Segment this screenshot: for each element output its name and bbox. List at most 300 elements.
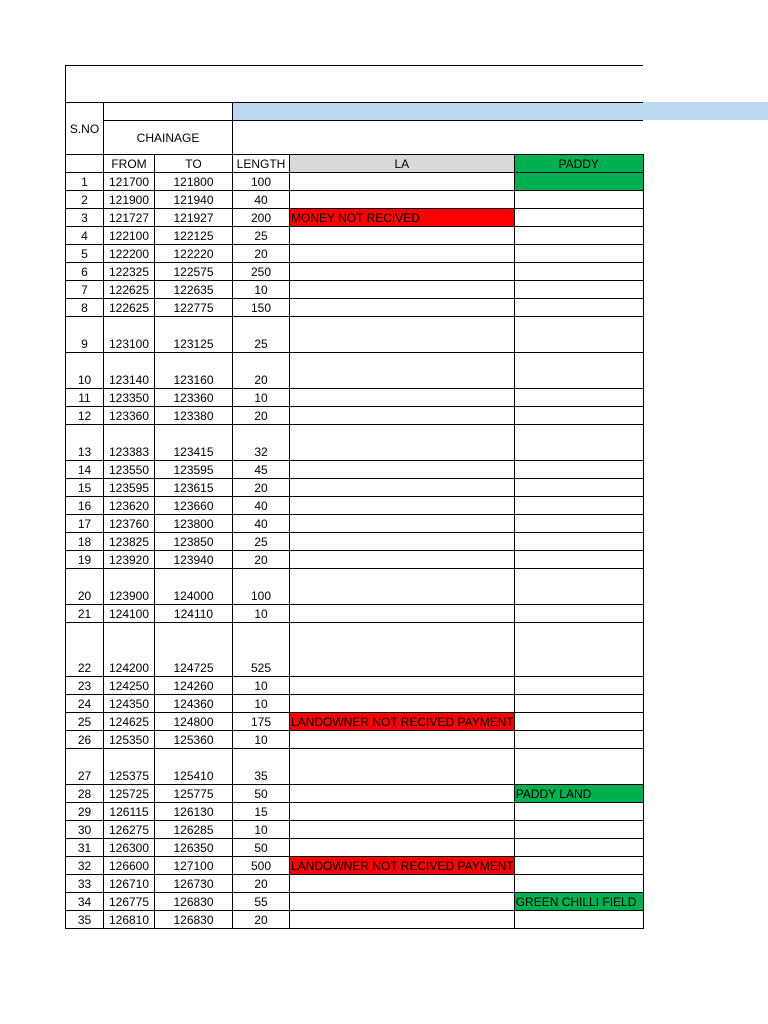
length-cell-text: 45 — [254, 463, 268, 477]
to-cell-text: 123940 — [173, 553, 214, 567]
length-header: LENGTH — [233, 155, 290, 173]
from-cell-text: 123760 — [108, 517, 150, 531]
remark-cell — [514, 677, 643, 695]
la-cell — [290, 389, 515, 407]
la-cell — [290, 245, 515, 263]
length-cell-text: 35 — [254, 769, 268, 783]
la-cell — [290, 713, 515, 731]
from-cell — [104, 227, 155, 245]
to-cell-text: 127100 — [173, 859, 214, 873]
length-cell — [233, 407, 290, 425]
to-cell-text: 122775 — [173, 301, 214, 315]
from-cell-text: 124100 — [108, 607, 150, 621]
table-row — [66, 479, 644, 497]
sno-cell-text: 9 — [81, 337, 88, 351]
to-cell-text: 126830 — [173, 895, 214, 909]
la-cell — [290, 299, 515, 317]
la-cell — [290, 353, 515, 389]
sno-cell-text: 21 — [77, 607, 92, 621]
to-cell — [155, 191, 233, 209]
sno-header: S.NO — [66, 103, 104, 155]
remark-cell — [514, 281, 643, 299]
length-cell-text: 10 — [254, 607, 268, 621]
table-row — [66, 569, 644, 605]
sno-cell — [66, 353, 104, 389]
from-cell-text: 122100 — [108, 229, 150, 243]
length-cell — [233, 749, 290, 785]
to-cell-text: 123360 — [173, 391, 214, 405]
length-cell-text: 10 — [254, 391, 268, 405]
length-cell — [233, 785, 290, 803]
sno-subheader-blank — [66, 155, 104, 173]
to-cell-text: 123595 — [173, 463, 214, 477]
to-cell — [155, 245, 233, 263]
length-cell — [233, 569, 290, 605]
length-cell-text: 10 — [254, 679, 268, 693]
to-cell-text: 125775 — [173, 787, 214, 801]
to-cell-text: 124110 — [173, 607, 214, 621]
length-cell-text: 25 — [254, 229, 268, 243]
to-cell-text: 121927 — [173, 211, 214, 225]
sno-cell-text: 18 — [77, 535, 92, 549]
paddy-header: PADDY — [514, 155, 643, 173]
length-cell-text: 20 — [254, 553, 268, 567]
la-cell — [290, 263, 515, 281]
group-subheader-cell — [233, 121, 644, 155]
sno-cell — [66, 569, 104, 605]
from-cell-text: 122625 — [108, 301, 150, 315]
from-cell-text: 123140 — [108, 373, 150, 387]
length-cell-text: 20 — [254, 373, 268, 387]
to-cell — [155, 785, 233, 803]
length-cell — [233, 695, 290, 713]
sno-cell — [66, 749, 104, 785]
from-cell — [104, 857, 155, 875]
la-cell — [290, 911, 515, 929]
from-cell — [104, 497, 155, 515]
from-cell — [104, 551, 155, 569]
from-cell-text: 125375 — [108, 769, 150, 783]
to-cell — [155, 299, 233, 317]
sno-cell-text: 5 — [81, 247, 88, 261]
table-row — [66, 803, 644, 821]
length-cell — [233, 857, 290, 875]
to-cell-text: 122575 — [173, 265, 214, 279]
sno-cell — [66, 299, 104, 317]
from-cell — [104, 299, 155, 317]
remark-cell — [514, 299, 643, 317]
remark-cell — [514, 911, 643, 929]
to-cell — [155, 623, 233, 677]
la-cell — [290, 803, 515, 821]
sno-cell — [66, 263, 104, 281]
from-cell — [104, 695, 155, 713]
from-cell — [104, 839, 155, 857]
from-cell-text: 123825 — [108, 535, 150, 549]
table-row — [66, 875, 644, 893]
length-cell — [233, 173, 290, 191]
la-cell — [290, 281, 515, 299]
length-cell-text: 15 — [254, 805, 268, 819]
to-header: TO — [155, 155, 233, 173]
from-cell-text: 123100 — [108, 337, 150, 351]
sno-cell-text: 13 — [77, 445, 92, 459]
la-cell-text: LANDOWNER NOT RECIVED PAYMENT — [291, 715, 514, 729]
length-cell — [233, 839, 290, 857]
length-cell — [233, 425, 290, 461]
la-cell — [290, 857, 515, 875]
from-cell-text: 121700 — [108, 175, 150, 189]
to-cell — [155, 569, 233, 605]
to-cell-text: 122220 — [173, 247, 214, 261]
sno-cell-text: 10 — [77, 373, 92, 387]
sno-cell — [66, 191, 104, 209]
table-row — [66, 317, 644, 353]
sno-cell-text: 26 — [77, 733, 92, 747]
length-cell — [233, 353, 290, 389]
sno-cell-text: 15 — [77, 481, 92, 495]
la-cell — [290, 731, 515, 749]
remark-cell — [514, 227, 643, 245]
to-cell — [155, 551, 233, 569]
length-cell-text: 32 — [254, 445, 268, 459]
from-cell — [104, 191, 155, 209]
la-cell — [290, 407, 515, 425]
remark-cell — [514, 317, 643, 353]
from-cell-text: 123350 — [108, 391, 150, 405]
to-cell — [155, 461, 233, 479]
la-cell — [290, 695, 515, 713]
la-cell — [290, 623, 515, 677]
chainage-table — [65, 65, 644, 929]
remark-cell — [514, 209, 643, 227]
from-cell — [104, 749, 155, 785]
to-cell-text: 122125 — [173, 229, 214, 243]
from-header: FROM — [104, 155, 155, 173]
from-cell-text: 125725 — [108, 787, 150, 801]
sno-cell-text: 1 — [81, 175, 88, 189]
sno-cell — [66, 425, 104, 461]
sno-cell-text: 35 — [77, 913, 92, 927]
table-row — [66, 821, 644, 839]
sno-cell-text: 19 — [77, 553, 92, 567]
table-row — [66, 911, 644, 929]
to-cell-text: 126285 — [173, 823, 214, 837]
length-cell — [233, 515, 290, 533]
sno-cell-text: 20 — [77, 589, 92, 603]
title-row — [66, 66, 644, 103]
length-cell-text: 200 — [250, 211, 272, 225]
la-cell — [290, 515, 515, 533]
sno-cell-text: 12 — [77, 409, 92, 423]
sno-cell — [66, 821, 104, 839]
table-row — [66, 857, 644, 875]
sno-cell — [66, 227, 104, 245]
length-cell-text: 10 — [254, 733, 268, 747]
length-cell — [233, 893, 290, 911]
table-row — [66, 785, 644, 803]
from-cell-text: 126600 — [108, 859, 150, 873]
length-cell — [233, 479, 290, 497]
from-cell — [104, 281, 155, 299]
sno-cell-text: 34 — [77, 895, 92, 909]
length-cell — [233, 911, 290, 929]
length-cell-text: 10 — [254, 697, 268, 711]
to-cell — [155, 911, 233, 929]
table-row — [66, 281, 644, 299]
to-cell — [155, 605, 233, 623]
remark-cell — [514, 263, 643, 281]
from-cell — [104, 875, 155, 893]
from-cell-text: 126710 — [108, 877, 150, 891]
chainage-header-row — [66, 121, 644, 155]
from-cell-text: 123383 — [108, 445, 150, 459]
sno-cell — [66, 875, 104, 893]
from-cell-text: 121900 — [108, 193, 150, 207]
to-cell — [155, 803, 233, 821]
la-cell — [290, 425, 515, 461]
length-cell-text: 25 — [254, 535, 268, 549]
from-cell — [104, 911, 155, 929]
remark-cell — [514, 461, 643, 479]
sno-cell — [66, 533, 104, 551]
sno-cell-text: 27 — [77, 769, 92, 783]
sno-cell-text: 7 — [81, 283, 88, 297]
length-cell-text: 100 — [250, 175, 272, 189]
to-cell — [155, 497, 233, 515]
table-row — [66, 749, 644, 785]
from-cell-text: 126775 — [108, 895, 150, 909]
sno-cell-text: 30 — [77, 823, 92, 837]
to-cell — [155, 533, 233, 551]
sno-cell — [66, 893, 104, 911]
length-cell — [233, 713, 290, 731]
length-cell-text: 175 — [250, 715, 272, 729]
sno-cell — [66, 479, 104, 497]
sno-cell — [66, 839, 104, 857]
sno-cell — [66, 677, 104, 695]
sno-cell-text: 24 — [77, 697, 92, 711]
chainage-spacer-cell — [104, 103, 233, 121]
from-cell — [104, 407, 155, 425]
from-cell — [104, 263, 155, 281]
length-cell — [233, 533, 290, 551]
sno-cell-text: 2 — [81, 193, 88, 207]
remark-cell-text: GREEN CHILLI FIELD — [515, 895, 637, 909]
sno-cell — [66, 515, 104, 533]
sno-cell — [66, 281, 104, 299]
la-cell — [290, 569, 515, 605]
from-cell-text: 122625 — [108, 283, 150, 297]
length-cell — [233, 605, 290, 623]
la-cell — [290, 317, 515, 353]
to-cell — [155, 353, 233, 389]
from-cell — [104, 821, 155, 839]
table-row — [66, 209, 644, 227]
remark-cell — [514, 353, 643, 389]
la-cell — [290, 605, 515, 623]
from-cell-text: 124350 — [108, 697, 150, 711]
sno-cell-text: 33 — [77, 877, 92, 891]
sno-cell-text: 23 — [77, 679, 92, 693]
from-cell — [104, 605, 155, 623]
table-row — [66, 533, 644, 551]
to-cell-text: 123615 — [173, 481, 214, 495]
to-cell-text: 124000 — [173, 589, 214, 603]
from-cell-text: 122200 — [108, 247, 150, 261]
table-row — [66, 893, 644, 911]
length-cell — [233, 821, 290, 839]
la-cell — [290, 227, 515, 245]
to-cell-text: 123125 — [173, 337, 214, 351]
sno-cell — [66, 911, 104, 929]
from-cell — [104, 173, 155, 191]
length-cell-text: 25 — [254, 337, 268, 351]
to-cell-text: 124725 — [173, 661, 214, 675]
from-cell-text: 123620 — [108, 499, 150, 513]
length-cell-text: 500 — [250, 859, 272, 873]
from-cell — [104, 893, 155, 911]
from-cell-text: 126300 — [108, 841, 150, 855]
sno-cell-text: 16 — [77, 499, 92, 513]
from-cell-text: 124250 — [108, 679, 150, 693]
remark-cell — [514, 839, 643, 857]
length-cell-text: 10 — [254, 283, 268, 297]
sno-cell — [66, 551, 104, 569]
length-cell-text: 50 — [254, 787, 268, 801]
title-cell — [66, 66, 644, 103]
from-cell — [104, 533, 155, 551]
length-cell-text: 20 — [254, 481, 268, 495]
to-cell — [155, 209, 233, 227]
length-cell — [233, 299, 290, 317]
la-cell — [290, 173, 515, 191]
table-row — [66, 695, 644, 713]
sno-cell — [66, 713, 104, 731]
sno-cell-text: 11 — [78, 391, 91, 405]
from-cell — [104, 515, 155, 533]
la-cell — [290, 875, 515, 893]
length-cell-text: 20 — [254, 409, 268, 423]
from-cell — [104, 461, 155, 479]
length-cell — [233, 875, 290, 893]
from-cell — [104, 425, 155, 461]
column-header-row — [66, 155, 644, 173]
remark-cell — [514, 857, 643, 875]
to-cell — [155, 317, 233, 353]
sno-cell — [66, 245, 104, 263]
sno-cell — [66, 173, 104, 191]
sno-cell-text: 25 — [77, 715, 92, 729]
table-row — [66, 263, 644, 281]
length-cell-text: 20 — [254, 877, 268, 891]
sno-cell — [66, 803, 104, 821]
sno-cell — [66, 623, 104, 677]
la-cell — [290, 209, 515, 227]
to-cell — [155, 875, 233, 893]
length-cell-text: 20 — [254, 247, 268, 261]
to-cell-text: 121800 — [173, 175, 214, 189]
remark-cell — [514, 245, 643, 263]
table-row — [66, 227, 644, 245]
sno-cell-text: 31 — [77, 841, 92, 855]
la-cell — [290, 479, 515, 497]
from-cell-text: 123595 — [108, 481, 150, 495]
table-row — [66, 245, 644, 263]
length-cell — [233, 497, 290, 515]
from-cell-text: 124625 — [108, 715, 150, 729]
remark-cell — [514, 893, 643, 911]
remark-cell — [514, 785, 643, 803]
remark-cell — [514, 605, 643, 623]
table-row — [66, 173, 644, 191]
to-cell — [155, 425, 233, 461]
to-cell-text: 125410 — [173, 769, 214, 783]
from-cell — [104, 731, 155, 749]
to-cell — [155, 479, 233, 497]
remark-cell — [514, 695, 643, 713]
to-cell-text: 126830 — [173, 913, 214, 927]
sno-cell-text: 3 — [81, 211, 88, 225]
from-cell-text: 126810 — [108, 913, 150, 927]
header-spacer-row — [66, 103, 644, 121]
length-cell-text: 150 — [250, 301, 272, 315]
length-cell-text: 40 — [254, 499, 268, 513]
to-cell-text: 123380 — [173, 409, 214, 423]
la-cell — [290, 821, 515, 839]
table-row — [66, 605, 644, 623]
la-cell — [290, 785, 515, 803]
from-cell-text: 123550 — [108, 463, 150, 477]
sno-cell — [66, 695, 104, 713]
la-cell-text: MONEY NOT RECIVED — [291, 211, 420, 225]
remark-cell — [514, 389, 643, 407]
length-cell — [233, 317, 290, 353]
to-cell-text: 123160 — [173, 373, 214, 387]
length-cell — [233, 263, 290, 281]
length-cell — [233, 677, 290, 695]
to-cell — [155, 857, 233, 875]
remark-cell — [514, 803, 643, 821]
sno-cell-text: 28 — [77, 787, 92, 801]
length-cell-text: 40 — [254, 517, 268, 531]
to-cell — [155, 677, 233, 695]
sno-cell-text: 29 — [77, 805, 92, 819]
from-cell — [104, 209, 155, 227]
length-cell-text: 100 — [250, 589, 272, 603]
table-row — [66, 677, 644, 695]
length-cell — [233, 461, 290, 479]
length-cell-text: 50 — [254, 841, 268, 855]
table-row — [66, 353, 644, 389]
to-cell-text: 126350 — [173, 841, 214, 855]
from-cell-text: 122325 — [108, 265, 150, 279]
from-cell — [104, 623, 155, 677]
la-cell — [290, 497, 515, 515]
table-row — [66, 299, 644, 317]
from-cell — [104, 569, 155, 605]
la-cell — [290, 839, 515, 857]
remark-cell-text: PADDY LAND — [515, 787, 592, 801]
from-cell — [104, 713, 155, 731]
to-cell — [155, 407, 233, 425]
la-header: LA — [290, 155, 515, 173]
sno-cell — [66, 785, 104, 803]
la-cell — [290, 749, 515, 785]
to-cell — [155, 821, 233, 839]
sno-cell — [66, 389, 104, 407]
to-cell — [155, 389, 233, 407]
